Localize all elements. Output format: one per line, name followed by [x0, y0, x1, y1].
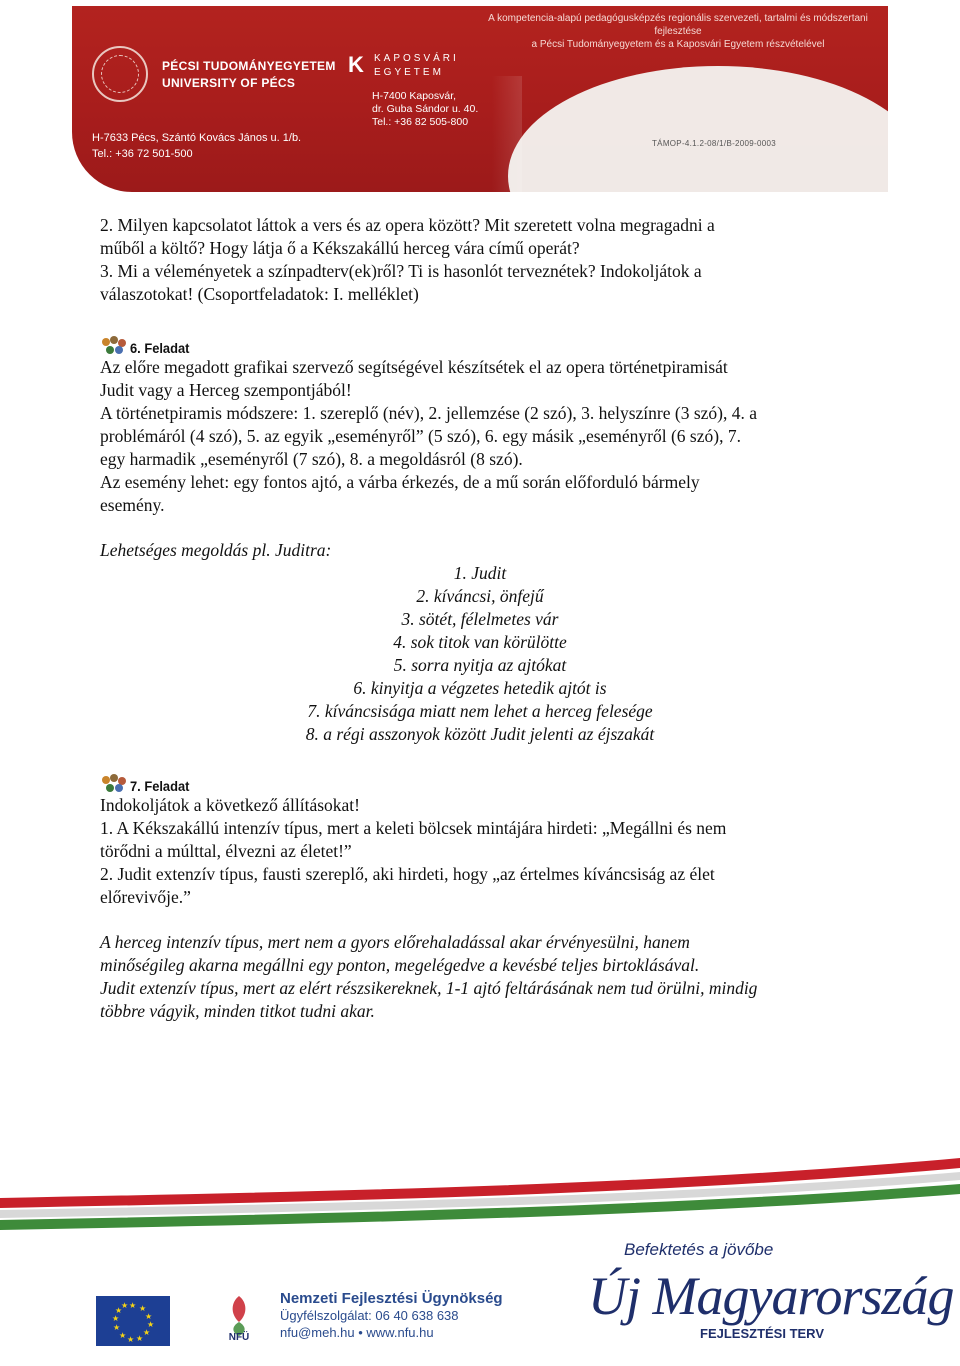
- nfu-logo-icon: [222, 1292, 256, 1346]
- task-7-heading: [100, 774, 860, 794]
- ke-name: [374, 52, 459, 80]
- ke-addr-2: dr. Guba Sándor u. 40.: [372, 103, 479, 115]
- flag-ribbon-stripes: [0, 1150, 960, 1230]
- group-people-icon: [100, 336, 128, 356]
- intro-line-1: 2. Milyen kapcsolatot láttok a vers és az opera között? Mit szeretett volna megragadni a: [100, 215, 715, 235]
- answer-line-3: Judit extenzív típus, mert az elért részsikereknek, 1-1 ajtó feltárásának nem tud örülni, mindig: [100, 978, 758, 998]
- task-6-line-4: problémáról (4 szó), 5. az egyik „eseményről” (5 szó), 6. egy másik „eseményről (6 szó), 7.: [100, 426, 741, 446]
- ke-addr-1: H-7400 Kaposvár,: [372, 90, 457, 102]
- nfu-phone: Ügyfélszolgálat: 06 40 638 638: [280, 1308, 459, 1323]
- task-6-line-2: Judit vagy a Herceg szempontjából!: [100, 380, 352, 400]
- ke-name-1: KAPOSVÁRI: [374, 53, 459, 64]
- banner-curve-shape: [508, 66, 888, 192]
- pyramid-line-1: 1. Judit: [453, 563, 507, 583]
- um-slogan: Befektetés a jövőbe: [624, 1240, 774, 1259]
- answer-line-1: A herceg intenzív típus, mert nem a gyors előrehaladással akar érvényesülni, hanem: [100, 932, 690, 952]
- task-6-line-1: Az előre megadott grafikai szervező segítségével készítsétek el az opera történetpiramisát: [100, 357, 728, 377]
- intro-line-3: 3. Mi a véleményetek a színpadterv(ek)ről? Ti is hasonlót terveznétek? Indokoljátok a: [100, 261, 702, 281]
- intro-line-2: műből a költő? Hogy látja ő a Kékszakállú herceg vára című operát?: [100, 238, 580, 258]
- ke-name-2: EGYETEM: [374, 67, 444, 78]
- pyramid-line-2: 2. kíváncsi, önfejű: [416, 586, 544, 606]
- um-title: Új Magyarország: [588, 1266, 954, 1326]
- pyramid-line-7: 7. kíváncsisága miatt nem lehet a herceg felesége: [307, 701, 653, 721]
- answer-line-2: minőségileg akarna megállni egy ponton, megelégedve a kevésbé teljes birtoklásával.: [100, 955, 700, 975]
- group-people-icon: [100, 774, 128, 794]
- task-6-line-3: A történetpiramis módszere: 1. szereplő (név), 2. jellemzése (2 szó), 3. helyszínre (3 szó), 4. a: [100, 403, 757, 423]
- nfu-contact: [280, 1290, 503, 1341]
- task-7-line-3: törődni a múlttal, élvezni az életet!”: [100, 841, 352, 861]
- eu-flag-icon: ★ ★ ★ ★ ★ ★ ★ ★ ★ ★ ★ ★: [96, 1296, 170, 1346]
- pyramid-line-4: 4. sok titok van körülötte: [393, 632, 567, 652]
- document-body: [100, 214, 860, 1023]
- task-7-line-4: 2. Judit extenzív típus, fausti szereplő, aki hirdeti, hogy „az értelmes kíváncsiság az élet: [100, 864, 715, 884]
- ke-addr-3: Tel.: +36 82 505-800: [372, 116, 469, 128]
- nfu-label: NFÜ: [228, 1332, 250, 1343]
- kaposvar-logo-icon: K: [348, 52, 364, 77]
- story-pyramid: [100, 562, 860, 746]
- task-6-heading: [100, 336, 860, 356]
- intro-line-4: válaszotokat! (Csoportfeladatok: I. melléklet): [100, 284, 419, 304]
- ke-address: [372, 90, 478, 129]
- pte-addr-2: Tel.: +36 72 501-500: [92, 148, 193, 160]
- pyramid-line-3: 3. sötét, félelmetes vár: [401, 609, 559, 629]
- tagline-line-1: A kompetencia-alapú pedagógusképzés regionális szervezeti, tartalmi és módszertani fejlesztése: [488, 13, 868, 37]
- nfu-name: Nemzeti Fejlesztési Ügynökség: [280, 1290, 503, 1307]
- task-6-line-7: esemény.: [100, 495, 165, 515]
- project-tagline: [468, 12, 888, 51]
- task-6-line-6: Az esemény lehet: egy fontos ajtó, a várba érkezés, de a mű során előforduló bármely: [100, 472, 700, 492]
- pyramid-line-8: 8. a régi asszonyok között Judit jelenti az éjszakát: [305, 724, 655, 744]
- answer-line-4: többre vágyik, minden titkot tudni akar.: [100, 1001, 375, 1021]
- pyramid-line-5: 5. sorra nyitja az ajtókat: [393, 655, 567, 675]
- task-6-title: 6. Feladat: [130, 340, 190, 356]
- tagline-line-2: a Pécsi Tudományegyetem és a Kaposvári Egyetem részvételével: [531, 39, 825, 50]
- pyramid-line-6: 6. kinyitja a végzetes hetedik ajtót is: [353, 678, 607, 698]
- pte-name: [162, 58, 336, 92]
- pte-name-hu: PÉCSI TUDOMÁNYEGYETEM: [162, 59, 336, 73]
- task-7-line-2: 1. A Kékszakállú intenzív típus, mert a keleti bölcsek mintájára hirdeti: „Megállni és nem: [100, 818, 727, 838]
- banner-divider: [492, 76, 522, 192]
- um-subtitle: FEJLESZTÉSI TERV: [700, 1326, 825, 1341]
- pte-address: [92, 130, 301, 162]
- solution-label: Lehetséges megoldás pl. Juditra:: [100, 540, 332, 560]
- tamop-code: TÁMOP-4.1.2-08/1/B-2009-0003: [652, 139, 777, 148]
- task-7-line-1: Indokoljátok a következő állításokat!: [100, 795, 360, 815]
- nfu-web: nfu@meh.hu • www.nfu.hu: [280, 1325, 434, 1340]
- task-6-line-5: egy harmadik „eseményről (7 szó), 8. a megoldásról (8 szó).: [100, 449, 523, 469]
- task-7-line-5: előrevivője.”: [100, 887, 191, 907]
- university-seal-icon: [92, 46, 148, 102]
- header-banner: [72, 6, 888, 192]
- pte-name-en: UNIVERSITY OF PÉCS: [162, 76, 296, 90]
- task-7-title: 7. Feladat: [130, 778, 190, 794]
- pte-addr-1: H-7633 Pécs, Szántó Kovács János u. 1/b.: [92, 132, 302, 144]
